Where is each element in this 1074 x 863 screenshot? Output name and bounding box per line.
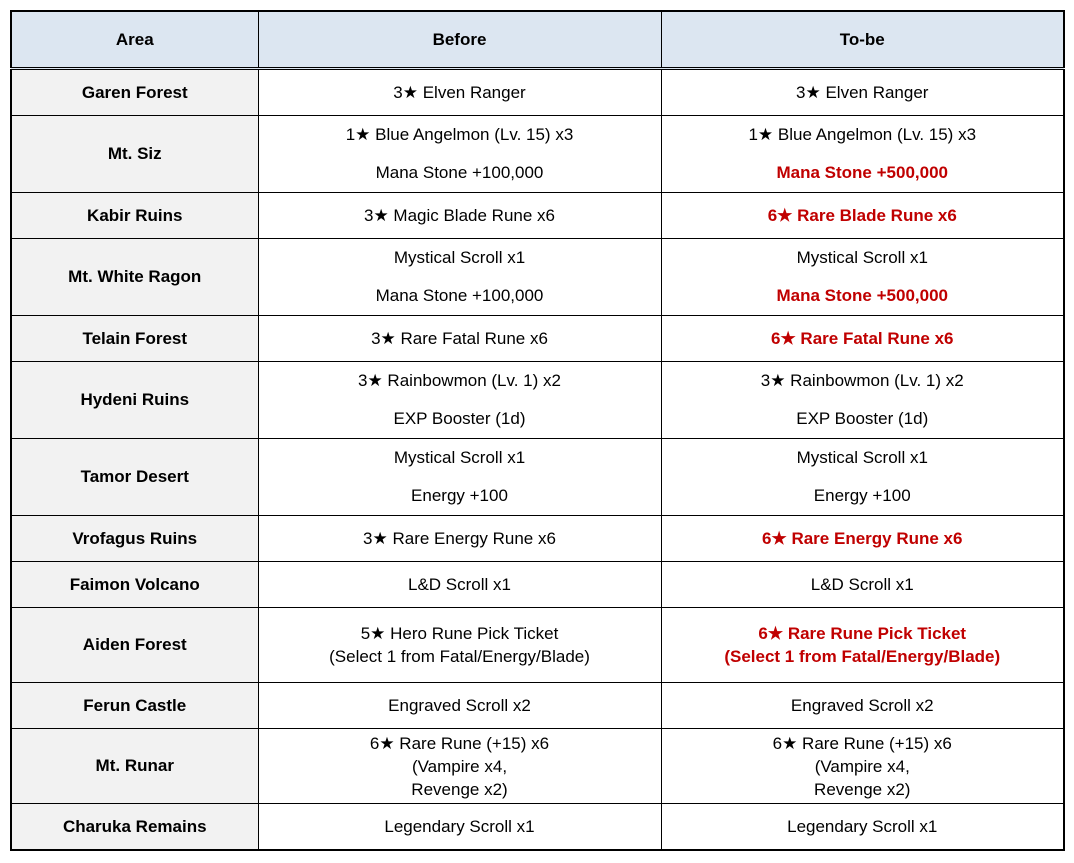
before-reward: Mystical Scroll x1 [393, 448, 526, 467]
before-cell [258, 193, 661, 239]
tobe-reward-changed: 6★ Rare Energy Rune x6 [762, 528, 963, 548]
before-reward: 3★ Rainbowmon (Lv. 1) x2 [358, 371, 561, 390]
before-cell [258, 608, 661, 683]
before-cell [258, 729, 661, 804]
before-cell [258, 69, 661, 116]
table-row [11, 729, 1064, 804]
tobe-reward: Mystical Scroll x1 [796, 448, 928, 467]
before-reward: 3★ Elven Ranger [393, 82, 526, 102]
tobe-cell [661, 439, 1064, 516]
before-cell [258, 683, 661, 729]
before-reward: 3★ Magic Blade Rune x6 [363, 205, 555, 225]
table-row [11, 69, 1064, 116]
header-area: Area [11, 11, 258, 69]
tobe-cell [661, 516, 1064, 562]
tobe-cell [661, 562, 1064, 608]
tobe-cell [661, 804, 1064, 851]
area-cell: Aiden Forest [11, 608, 258, 683]
tobe-reward: Revenge x2) [814, 779, 911, 799]
before-reward: 3★ Rare Fatal Rune x6 [371, 328, 548, 348]
before-cell [258, 439, 661, 516]
table-row [11, 516, 1064, 562]
before-reward: Mana Stone +100,000 [375, 286, 544, 305]
tobe-reward-changed: 6★ Rare Blade Rune x6 [767, 205, 957, 225]
before-cell [258, 116, 661, 193]
tobe-cell [661, 608, 1064, 683]
table-row [11, 608, 1064, 683]
tobe-reward-changed: 6★ Rare Rune Pick Ticket [758, 624, 967, 643]
before-reward: Legendary Scroll x1 [384, 816, 535, 836]
before-reward: 6★ Rare Rune (+15) x6 [369, 733, 550, 753]
before-cell [258, 804, 661, 851]
area-cell: Faimon Volcano [11, 562, 258, 608]
before-reward: (Select 1 from Fatal/Energy/Blade) [329, 647, 590, 666]
area-cell: Mt. Siz [11, 116, 258, 193]
table-row [11, 239, 1064, 316]
tobe-reward: Legendary Scroll x1 [787, 816, 938, 836]
area-cell: Mt. White Ragon [11, 239, 258, 316]
before-cell [258, 516, 661, 562]
before-reward: Mana Stone +100,000 [375, 163, 544, 182]
area-cell: Mt. Runar [11, 729, 258, 804]
before-cell [258, 362, 661, 439]
before-reward: Mystical Scroll x1 [393, 248, 526, 267]
tobe-reward: Energy +100 [813, 486, 911, 505]
header-tobe: To-be [661, 11, 1064, 69]
before-reward: Revenge x2) [411, 779, 508, 799]
tobe-reward-changed: Mana Stone +500,000 [776, 286, 948, 305]
before-cell [258, 239, 661, 316]
before-reward: EXP Booster (1d) [393, 409, 526, 428]
before-reward: (Vampire x4, [411, 756, 508, 776]
tobe-reward: Engraved Scroll x2 [790, 695, 934, 715]
tobe-cell [661, 239, 1064, 316]
header-before: Before [258, 11, 661, 69]
before-cell [258, 562, 661, 608]
area-cell: Telain Forest [11, 316, 258, 362]
tobe-cell [661, 116, 1064, 193]
area-cell: Charuka Remains [11, 804, 258, 851]
tobe-cell [661, 316, 1064, 362]
area-cell: Kabir Ruins [11, 193, 258, 239]
tobe-cell [661, 193, 1064, 239]
tobe-reward-changed: 6★ Rare Fatal Rune x6 [771, 328, 954, 348]
before-reward: 3★ Rare Energy Rune x6 [363, 528, 556, 548]
before-reward: Engraved Scroll x2 [388, 695, 531, 715]
before-reward: 1★ Blue Angelmon (Lv. 15) x3 [345, 125, 574, 144]
tobe-reward-changed: Mana Stone +500,000 [776, 163, 948, 182]
tobe-reward: Mystical Scroll x1 [796, 248, 928, 267]
tobe-cell [661, 683, 1064, 729]
area-cell: Vrofagus Ruins [11, 516, 258, 562]
area-cell: Garen Forest [11, 69, 258, 116]
tobe-reward: EXP Booster (1d) [796, 409, 929, 428]
area-cell: Hydeni Ruins [11, 362, 258, 439]
area-cell: Ferun Castle [11, 683, 258, 729]
tobe-reward: 3★ Rainbowmon (Lv. 1) x2 [760, 371, 964, 390]
area-cell: Tamor Desert [11, 439, 258, 516]
table-row [11, 562, 1064, 608]
table-row [11, 316, 1064, 362]
before-cell [258, 316, 661, 362]
table-row [11, 116, 1064, 193]
before-reward: 5★ Hero Rune Pick Ticket [360, 624, 559, 643]
tobe-cell [661, 69, 1064, 116]
table-row [11, 804, 1064, 851]
before-reward: L&D Scroll x1 [408, 574, 511, 594]
table-row [11, 193, 1064, 239]
tobe-reward: 6★ Rare Rune (+15) x6 [772, 733, 952, 753]
table-row [11, 439, 1064, 516]
tobe-reward: 3★ Elven Ranger [796, 82, 929, 102]
tobe-reward-changed: (Select 1 from Fatal/Energy/Blade) [724, 647, 1001, 666]
tobe-reward: L&D Scroll x1 [810, 574, 914, 594]
tobe-reward: (Vampire x4, [814, 756, 910, 776]
header-row [11, 11, 1064, 69]
before-reward: Energy +100 [411, 486, 508, 505]
table-row [11, 362, 1064, 439]
tobe-reward: 1★ Blue Angelmon (Lv. 15) x3 [748, 125, 977, 144]
tobe-cell [661, 362, 1064, 439]
table-row [11, 683, 1064, 729]
tobe-cell [661, 729, 1064, 804]
rewards-comparison-table [10, 10, 1065, 851]
